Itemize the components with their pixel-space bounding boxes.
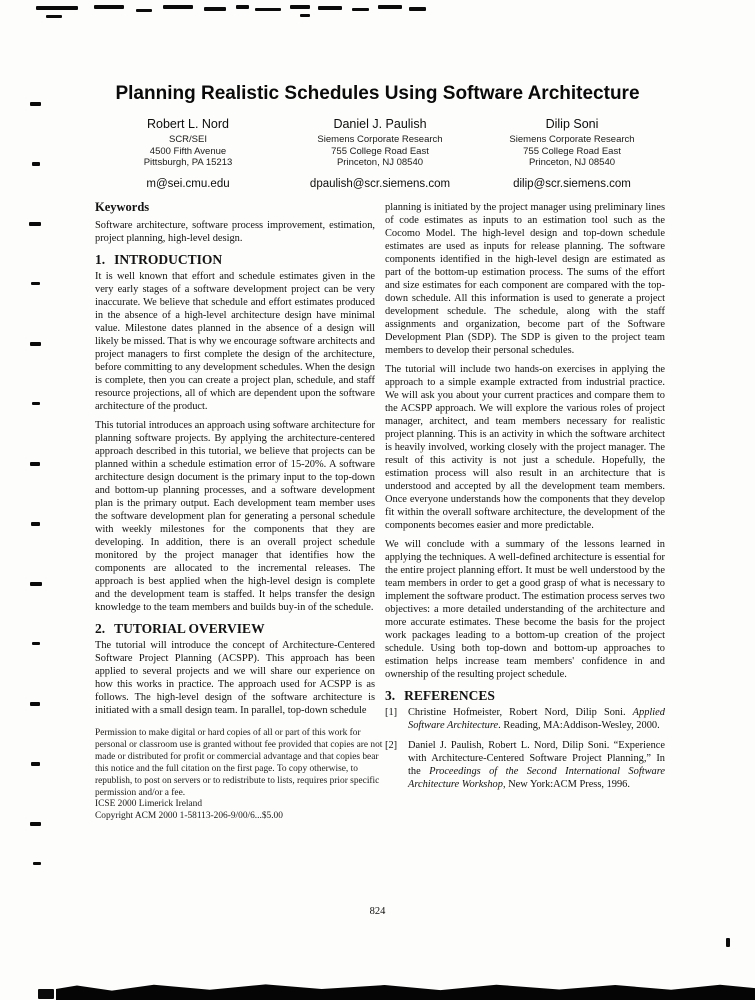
scan-artifact-mark	[204, 7, 226, 11]
overview-paragraph-4: We will conclude with a summary of the lessons learned in applying the techniques. A well-defined architecture is essential for the entire project planning effort. It must be well understood by the team members in order to get a good grasp of what is necessary to implement the software product. The estimation process serves two objectives: a more detailed understanding of the architecture and more accurate estimates. These become the basis for the project work packages leading to a bottom-up creation of the project schedule. Using both top-down and bottom-up approaches to estimation helps increase team members' confidence in and ownership of the resulting project schedule.	[385, 539, 665, 680]
page-number: 824	[369, 906, 386, 917]
scan-artifact-mark	[30, 462, 40, 466]
scan-artifact-mark	[94, 5, 124, 9]
section-number: 1.	[95, 252, 106, 267]
reference-title-italic: Applied Software Architecture	[408, 707, 665, 731]
author-email: dpaulish@scr.siemens.com	[309, 177, 451, 190]
scan-artifact-mark	[378, 5, 402, 9]
author-city: Princeton, NJ 08540	[528, 157, 616, 168]
scan-artifact-mark	[30, 342, 41, 346]
scan-artifact-mark	[38, 989, 54, 999]
author-name: Robert L. Nord	[147, 117, 229, 131]
author-street: 755 College Road East	[523, 145, 621, 157]
author-block-soni	[476, 117, 668, 190]
overview-paragraph-3: The tutorial will include two hands-on exercises in applying the approach to a simple example extracted from industrial practice. We will ask you about your current practices and compare them to the ACSPP approach. We will explore the various roles of project manager, architect, and team members necessary for realistic project planning. This is an activity in which the software architect is heavily involved, working closely with the project manager. The result of this activity is not just a schedule. Hopefully, the estimation process will also result in an architecture that is understood and accepted by all the development team members. Once everyone understands how the components that they develop fit within the overall software architecture, the development of the components becomes easier and more predictable.	[385, 364, 665, 531]
scan-artifact-mark	[290, 5, 310, 9]
scan-artifact-mark	[136, 9, 152, 12]
right-column	[385, 201, 665, 823]
section-number: 2.	[95, 621, 106, 636]
copyright-block	[95, 728, 388, 823]
reference-number: [1]	[385, 707, 398, 718]
author-name: Dilip Soni	[545, 117, 599, 131]
left-column	[95, 200, 383, 823]
scan-artifact-mark	[163, 5, 193, 9]
keywords-text: Software architecture, software process improvement, estimation, project planning, high-level design.	[95, 220, 375, 244]
scan-artifact-mark	[31, 522, 40, 526]
two-column-body	[95, 201, 665, 823]
section-heading-introduction	[95, 253, 375, 266]
author-organization: Siemens Corporate Research	[509, 134, 635, 145]
scan-artifact-bottom-bar	[56, 983, 755, 1000]
copyright-permission-notice: Permission to make digital or hard copies of all or part of this work for personal or classroom use is granted without fee provided that copies are not made or distributed for profit or commercial advantage and that copies bear this notice and the full citation on the first page. To copy otherwise, to republish, to post on servers or to redistribute to lists, requires prior specific permission and/or a fee.	[95, 728, 383, 798]
scan-artifact-mark	[29, 222, 41, 226]
intro-paragraph-1: It is well known that effort and schedule estimates given in the very early stages of a software development project can be very inaccurate. We believe that schedule and effort estimates produced in the absence of a high-level architecture design have minimal value. Milestone dates planned in the absence of a design will likely be missed. That is why we encourage software architects and project managers to first complete the design of the architecture, before committing to any development schedules. When the design is complete, then you can create a project plan, schedule, and staff resource projections, all of which are dependent upon the software architecture of the product.	[95, 271, 375, 412]
reference-number: [2]	[385, 740, 398, 751]
author-block-nord	[92, 117, 284, 190]
author-organization: SCR/SEI	[168, 134, 207, 145]
scan-artifact-mark	[255, 8, 281, 11]
reference-authors: Christine Hofmeister, Robert Nord, Dilip Soni.	[408, 707, 633, 718]
scan-artifact-mark	[30, 102, 41, 106]
author-block-paulish	[284, 117, 476, 190]
reference-publisher: , New York:ACM Press, 1996.	[502, 779, 630, 790]
scan-artifact-mark	[300, 14, 310, 17]
reference-item	[385, 739, 665, 791]
scan-artifact-mark	[32, 642, 40, 645]
author-row	[92, 117, 668, 190]
section-heading-references	[385, 689, 665, 702]
scan-artifact-mark	[32, 402, 40, 405]
author-organization: Siemens Corporate Research	[317, 134, 443, 145]
reference-title-italic: Proceedings of the Second International Software Architecture Workshop	[408, 766, 665, 790]
overview-paragraph-1: The tutorial will introduce the concept of Architecture-Centered Software Project Planning (ACSPP). This approach has been applied to several projects and we will share our experience on how this works in practice. The approach used for ACSPP is as follows. The high-level design of the software architecture is initiated with a small design team. In parallel, top-down schedule	[95, 640, 375, 716]
intro-paragraph-2: This tutorial introduces an approach using software architecture for planning software projects. By applying the architecture-centered approach described in this tutorial, we believe that projects can be planned within a schedule estimation error of 15-20%. A software architecture design document is the primary input to the top-down and bottom-up planning processes, and a software development plan is the primary output. Each development team member uses the software development plan for generating a personal schedule with weekly milestones for the components that they are developing. In addition, there is an overall project schedule monitored by the project manager that identifies how the components are allocated to the incremental releases. The approach is best applied when the high-level design is complete and the development team is staffed. It helps transfer the design knowledge to the team members and builds buy-in of the schedule.	[95, 420, 375, 613]
reference-authors: Daniel J. Paulish, Robert L. Nord, Dilip Soni. “Experience with Architecture-Centered Software Project Planning,” In the	[408, 740, 665, 777]
author-city: Princeton, NJ 08540	[336, 157, 424, 168]
scan-artifact-mark	[726, 938, 730, 947]
scan-artifact-mark	[318, 6, 342, 10]
scan-artifact-mark	[30, 582, 42, 586]
scan-artifact-mark	[30, 702, 40, 706]
author-email: dilip@scr.siemens.com	[513, 177, 631, 190]
scan-artifact-mark	[36, 6, 78, 10]
reference-text	[408, 706, 665, 732]
reference-item	[385, 706, 665, 732]
copyright-line: Copyright ACM 2000 1-58113-206-9/00/6...$5.00	[95, 811, 283, 822]
author-street: 755 College Road East	[331, 145, 429, 157]
scan-artifact-mark	[31, 762, 40, 766]
author-city: Pittsburgh, PA 15213	[143, 157, 233, 168]
author-email: m@sei.cmu.edu	[146, 177, 230, 190]
section-heading-tutorial-overview	[95, 622, 375, 635]
scan-artifact-mark	[33, 862, 41, 865]
scan-artifact-mark	[30, 822, 41, 826]
scan-artifact-mark	[236, 5, 249, 9]
reference-list	[385, 706, 665, 791]
scan-artifact-mark	[46, 15, 62, 18]
section-heading-label: REFERENCES	[404, 688, 495, 703]
section-heading-label: INTRODUCTION	[114, 252, 223, 267]
author-street: 4500 Fifth Avenue	[149, 145, 227, 157]
scan-artifact-mark	[352, 8, 369, 11]
author-name: Daniel J. Paulish	[333, 117, 427, 131]
overview-paragraph-2: planning is initiated by the project manager using preliminary lines of code estimates as inputs to an estimation tool such as the Cocomo Model. The high-level design and top-down schedule estimates are used as inputs for release planning. The software components identified in the high-level design are estimated as part of the bottom-up estimation process. The sums of the effort and size estimates for each component are compared with the top-down schedule. All this information is used to generate a project development schedule. The schedule, along with the staff assignments and organization, become part of the Software Development Plan (SDP). The SDP is given to the project team members to develop their personal schedules.	[385, 202, 665, 356]
scan-artifact-mark	[409, 7, 426, 11]
section-heading-label: TUTORIAL OVERVIEW	[114, 621, 265, 636]
page-title: Planning Realistic Schedules Using Software Architecture	[115, 83, 640, 104]
section-number: 3.	[385, 688, 396, 703]
keywords-heading: Keywords	[95, 200, 150, 214]
conference-line: ICSE 2000 Limerick Ireland	[95, 799, 203, 810]
reference-text	[408, 739, 665, 791]
scan-artifact-mark	[32, 162, 40, 166]
scan-artifact-mark	[31, 282, 40, 285]
reference-publisher: . Reading, MA:Addison-Wesley, 2000.	[498, 720, 660, 731]
